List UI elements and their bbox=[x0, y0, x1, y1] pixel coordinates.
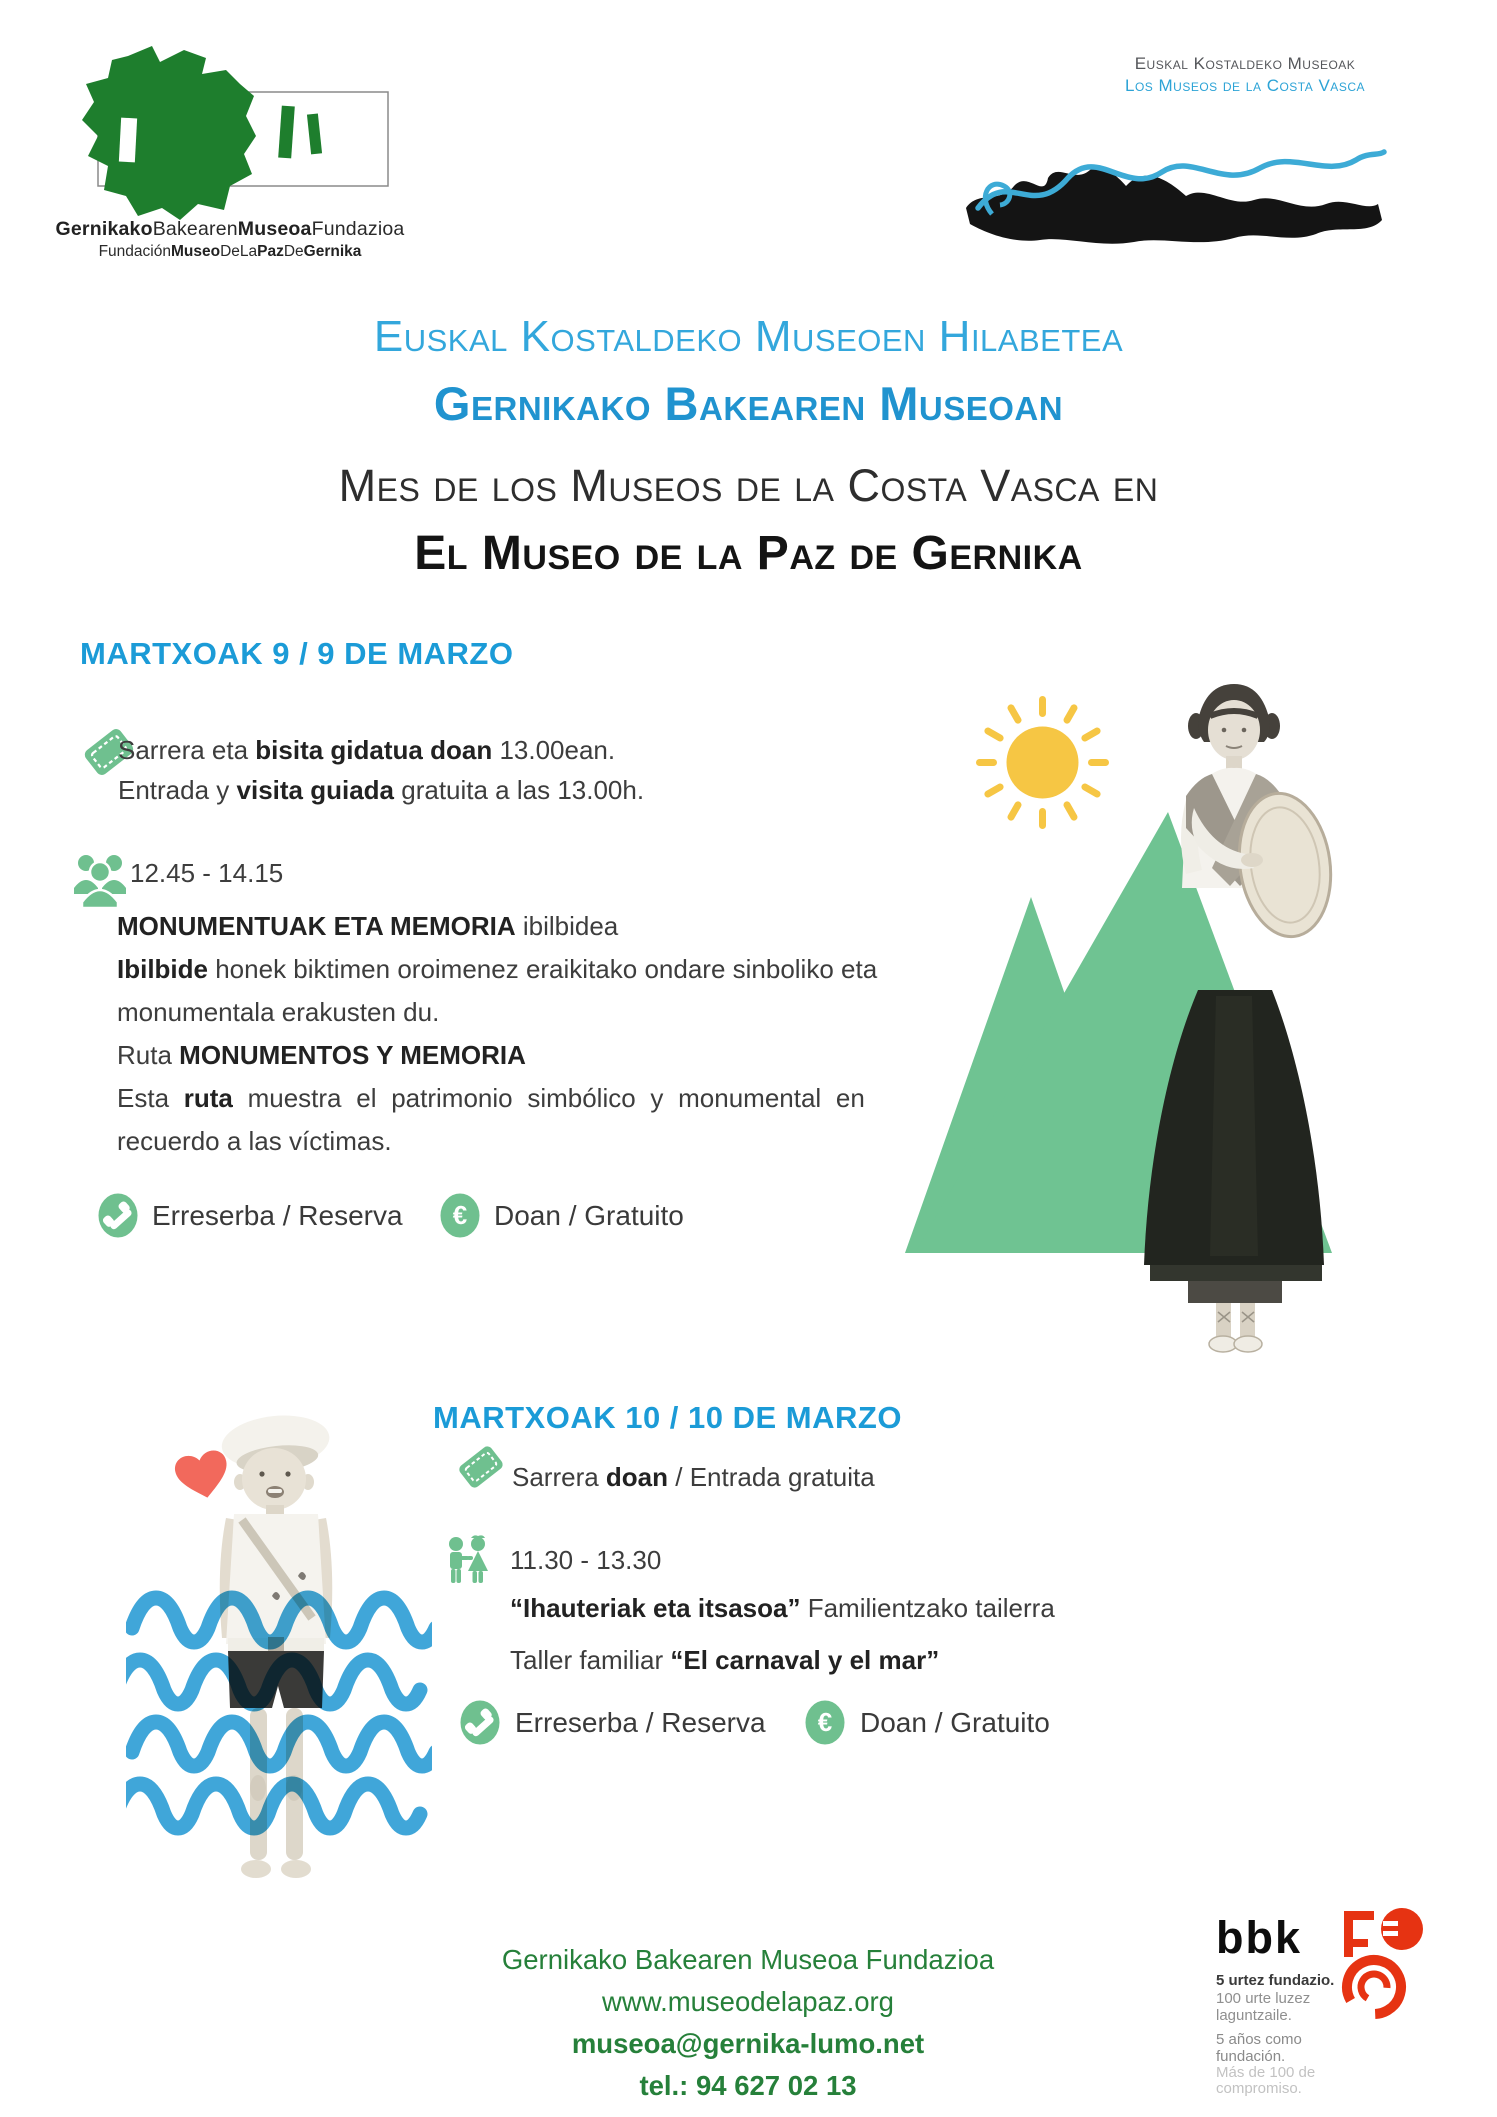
section-heading-march10: MARTXOAK 10 / 10 DE MARZO bbox=[433, 1400, 902, 1435]
bbk-tagline-es-2: fundación. bbox=[1216, 2048, 1286, 2065]
euro-icon bbox=[805, 1700, 845, 1745]
phone-icon bbox=[98, 1193, 138, 1238]
coast-museums-logo-name-eu: Euskal Kostaldeko Museoak bbox=[1134, 54, 1356, 73]
euro-symbol: € bbox=[817, 1707, 833, 1737]
waves-graphic bbox=[126, 1598, 432, 1828]
reserve-label-march10: Erreserba / Reserva bbox=[515, 1707, 766, 1738]
route-text-es-1: Esta ruta muestra el patrimonio simbólico y monumental en bbox=[117, 1083, 865, 1113]
workshop-title-es: Taller familiar “El carnaval y el mar” bbox=[510, 1645, 940, 1675]
bbk-tagline-eu-2: 100 urte luzez bbox=[1216, 1990, 1311, 2007]
footer-website: www.museodelapaz.org bbox=[602, 1986, 894, 2017]
heart-icon bbox=[173, 1448, 233, 1503]
black-coast-brush bbox=[966, 167, 1382, 244]
entry-info-eu: Sarrera eta bisita gidatua doan 13.00ean. bbox=[118, 735, 616, 765]
route-text-es-2: recuerdo a las víctimas. bbox=[117, 1126, 392, 1156]
footer-phone: tel.: 94 627 02 13 bbox=[639, 2070, 857, 2101]
reserve-label-march9: Erreserba / Reserva bbox=[152, 1200, 403, 1231]
bbk-tagline-es-4: compromiso. bbox=[1216, 2080, 1302, 2097]
free-label-march10: Doan / Gratuito bbox=[860, 1707, 1050, 1738]
phone-icon bbox=[460, 1700, 500, 1745]
ticket-icon bbox=[455, 1438, 507, 1496]
free-label-march9: Doan / Gratuito bbox=[494, 1200, 684, 1231]
footer-email: museoa@gernika-lumo.net bbox=[571, 2028, 925, 2059]
peace-museum-logo-name-es: FundaciónMuseoDeLaPazDeGernika bbox=[98, 243, 362, 260]
euro-icon bbox=[440, 1193, 480, 1238]
entry-info-march10: Sarrera doan / Entrada gratuita bbox=[512, 1462, 875, 1492]
peace-museum-logo bbox=[68, 40, 403, 230]
activity-time-march10: 11.30 - 13.30 bbox=[510, 1545, 662, 1575]
bbk-tagline-es-3: Más de 100 de bbox=[1216, 2064, 1316, 2081]
bbk-tagline-eu-1: 5 urtez fundazio. bbox=[1216, 1972, 1335, 1989]
blob-gap bbox=[119, 118, 137, 163]
brush-tick-1 bbox=[278, 106, 295, 159]
coast-brush-art bbox=[948, 112, 1393, 252]
footer-org-name: Gernikako Bakearen Museoa Fundazioa bbox=[501, 1944, 995, 1975]
route-text-eu-1: Ibilbide honek biktimen oroimenez eraikitako ondare sinboliko eta bbox=[117, 954, 878, 984]
route-title-eu: MONUMENTUAK ETA MEMORIA ibilbidea bbox=[117, 911, 619, 941]
peace-museum-logo-name-eu: GernikakoBakearenMuseoaFundazioa bbox=[55, 218, 405, 240]
activity-description-march9 bbox=[117, 905, 977, 1163]
coast-museums-logo-name-es: Los Museos de la Costa Vasca bbox=[1124, 76, 1365, 95]
route-text-eu-2: monumentala erakusten du. bbox=[117, 997, 440, 1027]
children-icon bbox=[440, 1532, 496, 1596]
woman-photo bbox=[1128, 676, 1343, 1366]
brush-tick-2 bbox=[307, 113, 322, 154]
title-line-es-2: El Museo de la Paz de Gernika bbox=[414, 527, 1083, 580]
group-icon bbox=[72, 850, 128, 908]
euro-symbol: € bbox=[452, 1200, 468, 1230]
title-line-eu-2: Gernikako Bakearen Museoan bbox=[433, 377, 1064, 430]
green-brush-blob bbox=[82, 46, 256, 220]
bbk-wordmark: bbk bbox=[1216, 1912, 1303, 1963]
bbk-tagline-es-1: 5 años como bbox=[1216, 2031, 1302, 2048]
title-line-es-1: Mes de los Museos de la Costa Vasca en bbox=[338, 460, 1159, 511]
activity-time-march9: 12.45 - 14.15 bbox=[130, 858, 284, 888]
route-title-es: Ruta MONUMENTOS Y MEMORIA bbox=[117, 1040, 526, 1070]
workshop-title-eu: “Ihauteriak eta itsasoa” Familientzako tailerra bbox=[510, 1593, 1055, 1623]
child-photo bbox=[126, 1386, 432, 1896]
bbk-tagline-eu-3: laguntzaile. bbox=[1216, 2007, 1292, 2024]
entry-info-es: Entrada y visita guiada gratuita a las 13.00h. bbox=[118, 775, 645, 805]
title-line-eu-1: Euskal Kostaldeko Museoen Hilabetea bbox=[373, 312, 1124, 361]
section-heading-march9: MARTXOAK 9 / 9 DE MARZO bbox=[80, 636, 514, 671]
